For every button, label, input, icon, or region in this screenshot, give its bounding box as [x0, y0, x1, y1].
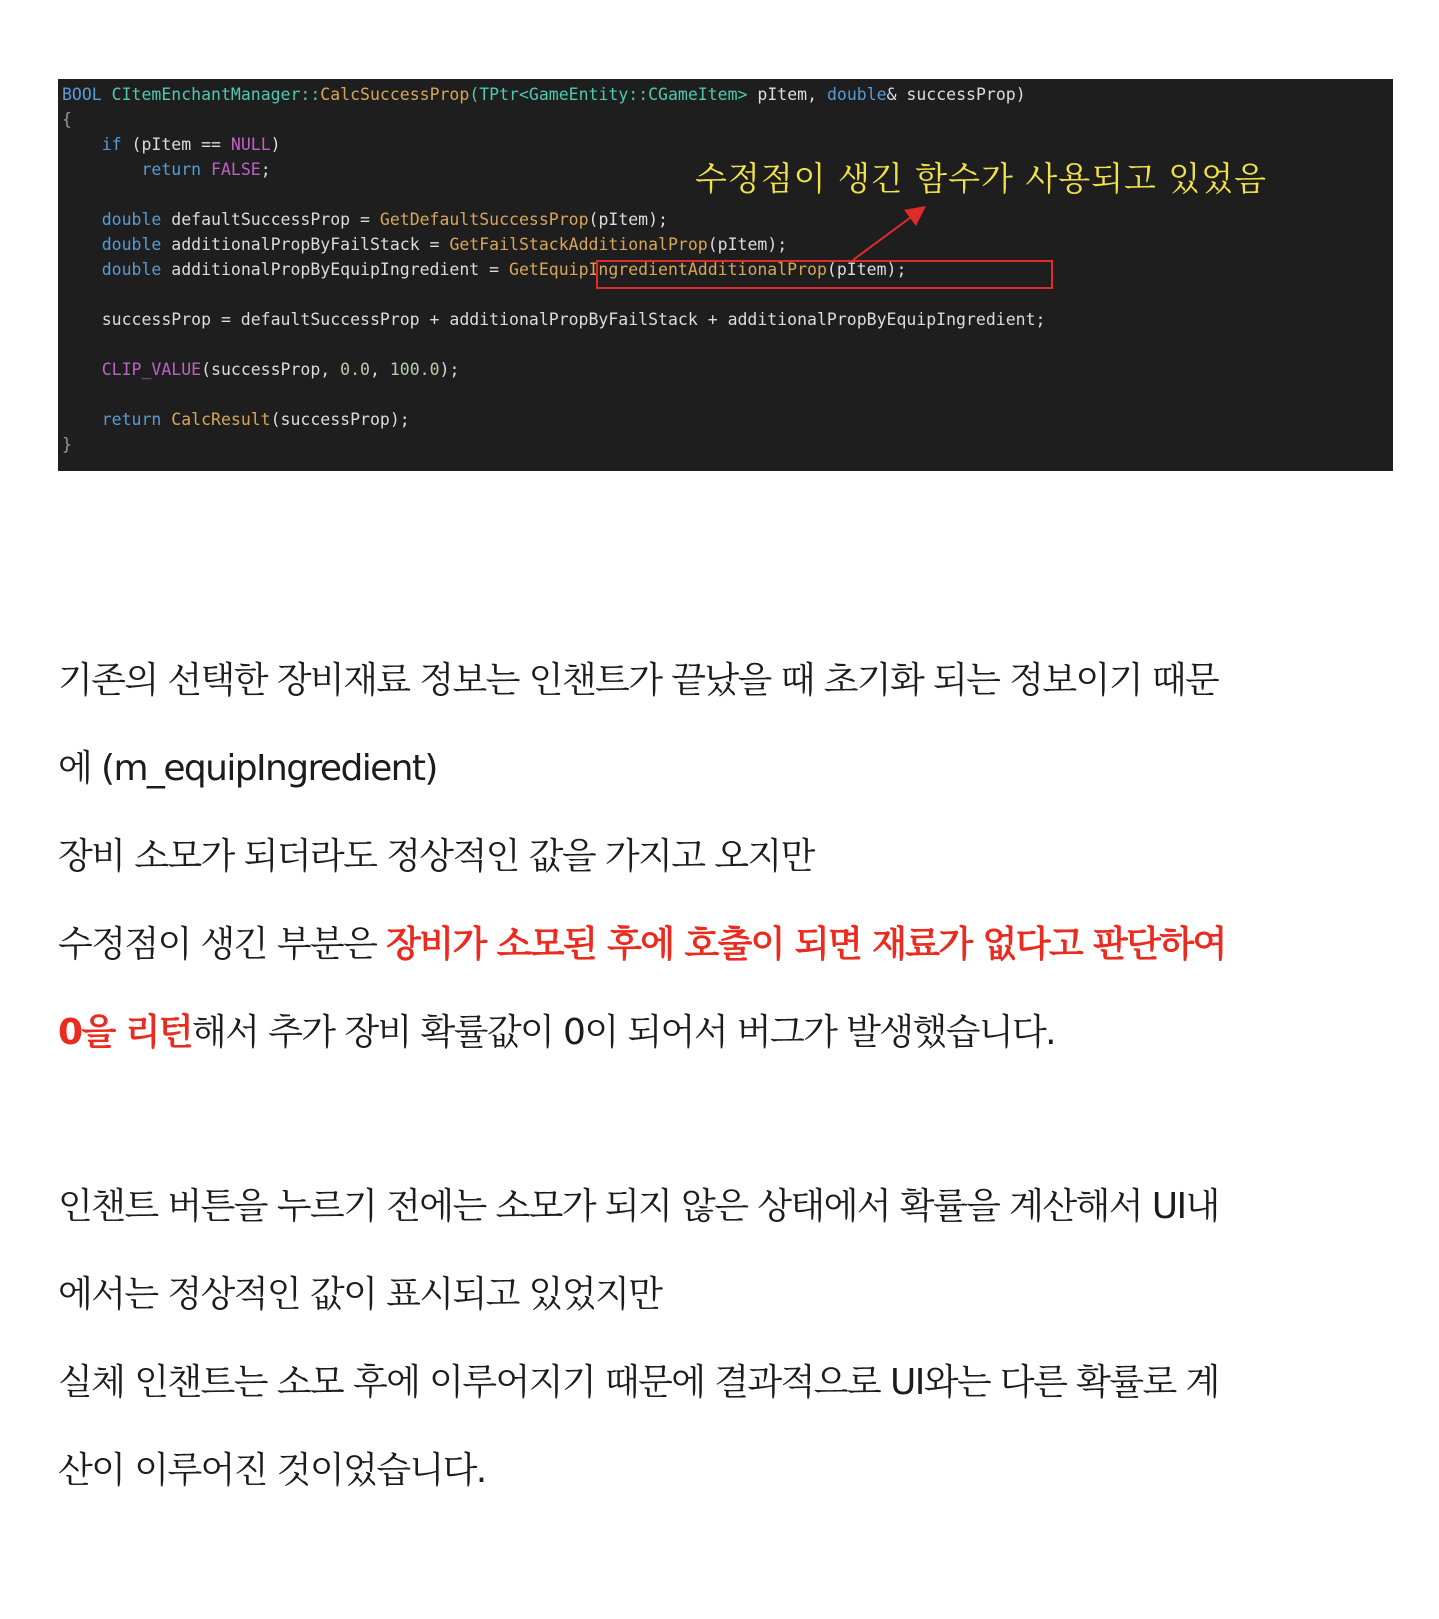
- paragraph-2-line-1: 인챈트 버튼을 누르기 전에는 소모가 되지 않은 상태에서 확률을 계산해서 UI내: [58, 1186, 1219, 1227]
- code-token: double: [62, 235, 162, 254]
- code-token: {: [62, 110, 72, 129]
- code-line: [62, 207, 668, 232]
- code-token: GetFailStackAdditionalProp: [449, 235, 708, 254]
- code-token: ;: [260, 160, 271, 179]
- code-token: [161, 410, 171, 429]
- code-line: [62, 357, 459, 382]
- paragraph-1-line-5-plain: 해서 추가 장비 확률값이 0이 되어서 버그가 발생했습니다.: [191, 1012, 1056, 1053]
- code-token: (successProp);: [270, 410, 410, 429]
- paragraph-1-line-3: [58, 813, 1388, 901]
- code-token: (pItem ==: [121, 135, 231, 154]
- code-token: );: [439, 360, 460, 379]
- paragraph-1-line-3-text: 장비 소모가 되더라도 정상적인 값을 가지고 오지만: [58, 836, 814, 877]
- paragraph-1: [58, 637, 1388, 1077]
- code-token: additionalPropByFailStack =: [161, 235, 450, 254]
- code-token: (successProp,: [201, 360, 341, 379]
- paragraph-2: [58, 1163, 1388, 1515]
- paragraph-1-line-1: 기존의 선택한 장비재료 정보는 인챈트가 끝났을 때 초기화 되는 정보이기 때문: [58, 660, 1219, 701]
- code-token: successProp = defaultSuccessProp + additionalPropByFailStack + additionalPropByEquipIngredient;: [62, 310, 1046, 329]
- code-token: CItemEnchantManager::: [101, 85, 321, 104]
- paragraph-1-line-4: [58, 901, 1388, 989]
- code-token: GetEquipIngredientAdditionalProp: [509, 260, 827, 279]
- code-token: return: [62, 410, 162, 429]
- code-token: return: [62, 160, 202, 179]
- paragraph-1-line-5: [58, 989, 1388, 1077]
- code-token: CalcSuccessProp: [320, 85, 470, 104]
- paragraph-2-line-2: 에서는 정상적인 값이 표시되고 있었지만: [58, 1274, 662, 1315]
- code-line: [62, 157, 271, 182]
- code-token: double: [62, 260, 162, 279]
- paragraph-1-line-5-highlight: 0을 리턴: [58, 1012, 192, 1053]
- code-line: [62, 307, 1045, 332]
- code-token: CLIP_VALUE: [62, 360, 202, 379]
- code-token: BOOL: [62, 85, 102, 104]
- code-token: GetDefaultSuccessProp: [379, 210, 589, 229]
- code-token: & successProp): [886, 85, 1026, 104]
- code-line: [62, 107, 72, 132]
- code-line: [62, 407, 410, 432]
- code-line: [62, 432, 72, 457]
- code-token: ): [270, 135, 281, 154]
- code-token: (TPtr<GameEntity::CGameItem>: [469, 85, 758, 104]
- code-token: pItem,: [757, 85, 827, 104]
- code-line: [62, 132, 281, 157]
- code-line: [62, 82, 1026, 107]
- annotation-label: 수정점이 생긴 함수가 사용되고 있었음: [695, 159, 1268, 198]
- code-token: (pItem);: [588, 210, 668, 229]
- paragraph-2-line-3: 실체 인챈트는 소모 후에 이루어지기 때문에 결과적으로 UI와는 다른 확률로 계: [58, 1362, 1219, 1403]
- paragraph-1-line-4-highlight: 장비가 소모된 후에 호출이 되면 재료가 없다고 판단하여: [386, 924, 1226, 965]
- code-token: 100.0: [389, 360, 440, 379]
- paragraph-2-line-4: 산이 이루어진 것이었습니다.: [58, 1450, 486, 1491]
- code-token: (pItem);: [707, 235, 788, 254]
- code-token: NULL: [230, 135, 271, 154]
- code-line: [62, 232, 787, 257]
- code-token: if: [62, 135, 122, 154]
- paragraph-1-line-2: 에 (m_equipIngredient): [58, 748, 437, 789]
- code-token: ,: [369, 360, 390, 379]
- code-token: double: [62, 210, 162, 229]
- highlight-box: [596, 260, 1053, 289]
- code-token: (pItem);: [826, 260, 907, 279]
- code-token: defaultSuccessProp =: [161, 210, 380, 229]
- paragraph-1-line-4-plain: 수정점이 생긴 부분은: [58, 924, 387, 965]
- code-token: FALSE: [201, 160, 261, 179]
- code-token: additionalPropByEquipIngredient =: [161, 260, 510, 279]
- code-token: double: [826, 85, 887, 104]
- code-screenshot: [58, 79, 1393, 471]
- code-token: 0.0: [340, 360, 370, 379]
- code-token: }: [62, 435, 72, 454]
- code-token: CalcResult: [171, 410, 271, 429]
